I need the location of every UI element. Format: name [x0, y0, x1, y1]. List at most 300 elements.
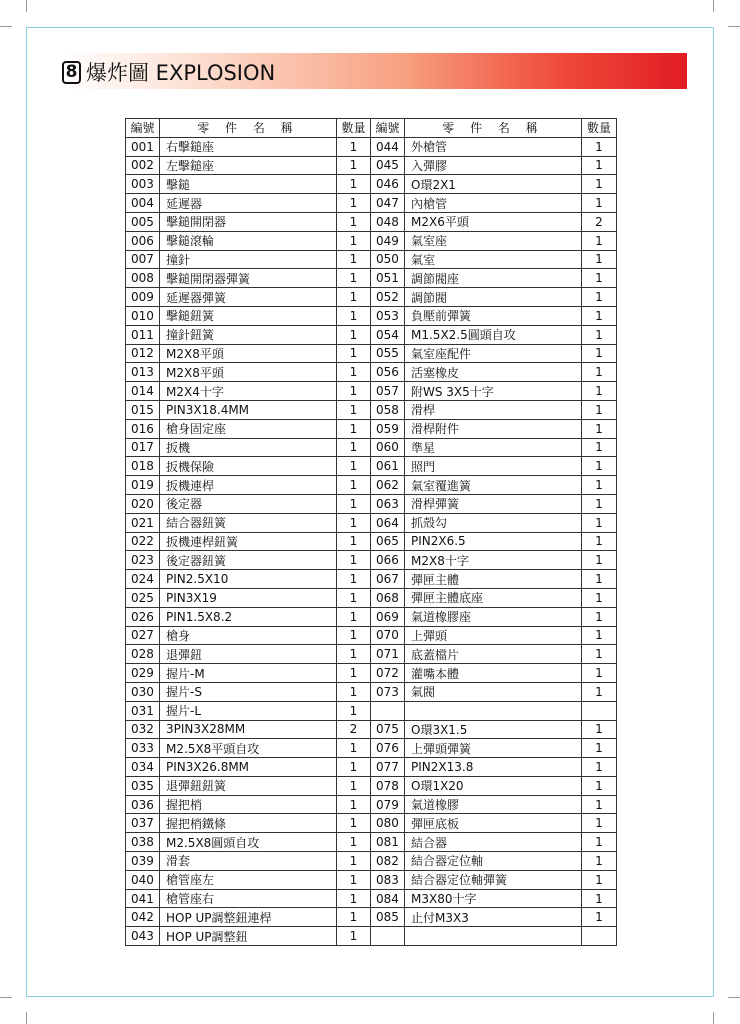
part-number-cell: 055: [371, 344, 405, 363]
part-number-cell: 035: [126, 776, 160, 795]
part-qty-cell: 1: [582, 720, 617, 739]
part-number-cell: 020: [126, 494, 160, 513]
part-qty-cell: 1: [582, 814, 617, 833]
part-name-cell: 氣室覆進簧: [405, 476, 582, 495]
part-qty-cell: 1: [337, 363, 371, 382]
part-number-cell: 023: [126, 551, 160, 570]
part-name-cell: 外槍管: [405, 137, 582, 156]
part-qty-cell: 1: [582, 382, 617, 401]
crop-mark: [728, 26, 740, 27]
part-name-cell: 扳機連桿: [160, 476, 337, 495]
part-qty-cell: 1: [337, 682, 371, 701]
part-qty-cell: 1: [337, 419, 371, 438]
part-qty-cell: 1: [582, 776, 617, 795]
part-name-cell: 滑桿: [405, 400, 582, 419]
header-qty: 數量: [337, 119, 371, 138]
part-qty-cell: 1: [582, 795, 617, 814]
part-name-cell: 活塞橡皮: [405, 363, 582, 382]
part-qty-cell: 1: [582, 532, 617, 551]
part-name-cell: 槍身: [160, 626, 337, 645]
part-name-cell: 照門: [405, 457, 582, 476]
part-number-cell: 005: [126, 212, 160, 231]
part-qty-cell: 1: [582, 325, 617, 344]
part-number-cell: 083: [371, 870, 405, 889]
part-qty-cell: 1: [337, 137, 371, 156]
part-name-cell: 調節閥座: [405, 269, 582, 288]
table-row: [126, 889, 617, 908]
part-number-cell: 026: [126, 607, 160, 626]
part-name-cell: PIN2X13.8: [405, 758, 582, 777]
part-number-cell: 072: [371, 664, 405, 683]
table-row: [126, 382, 617, 401]
part-number-cell: 022: [126, 532, 160, 551]
table-row: [126, 852, 617, 871]
table-row: [126, 363, 617, 382]
part-name-cell: 握片-L: [160, 701, 337, 720]
table-row: [126, 457, 617, 476]
part-qty-cell: 1: [337, 833, 371, 852]
table-row: [126, 588, 617, 607]
header-no: 編號: [371, 119, 405, 138]
part-qty-cell: 1: [582, 664, 617, 683]
part-name-cell: 後定器: [160, 494, 337, 513]
table-row: [126, 626, 617, 645]
part-qty-cell: 1: [582, 607, 617, 626]
part-number-cell: 002: [126, 156, 160, 175]
table-row: [126, 175, 617, 194]
part-number-cell: 044: [371, 137, 405, 156]
part-qty-cell: 1: [337, 758, 371, 777]
part-number-cell: 063: [371, 494, 405, 513]
part-name-cell: 後定器鈕簧: [160, 551, 337, 570]
part-number-cell: 010: [126, 306, 160, 325]
part-qty-cell: 1: [337, 382, 371, 401]
part-qty-cell: 1: [582, 269, 617, 288]
table-row: [126, 607, 617, 626]
part-name-cell: 延遲器: [160, 194, 337, 213]
part-name-cell: 彈匣主體: [405, 570, 582, 589]
part-qty-cell: 1: [337, 626, 371, 645]
part-name-cell: 氣室座配件: [405, 344, 582, 363]
part-qty-cell: 1: [582, 438, 617, 457]
part-qty-cell: 1: [337, 438, 371, 457]
part-number-cell: 034: [126, 758, 160, 777]
part-number-cell: 075: [371, 720, 405, 739]
part-qty-cell: 1: [582, 870, 617, 889]
part-qty-cell: 1: [337, 400, 371, 419]
part-name-cell: M3X80十字: [405, 889, 582, 908]
part-name-cell: 滑桿附件: [405, 419, 582, 438]
part-name-cell: 灌嘴本體: [405, 664, 582, 683]
part-number-cell: 028: [126, 645, 160, 664]
part-number-cell: 018: [126, 457, 160, 476]
table-row: [126, 645, 617, 664]
part-name-cell: 握把梢: [160, 795, 337, 814]
part-name-cell: 握把梢鐵條: [160, 814, 337, 833]
part-number-cell: 043: [126, 927, 160, 946]
part-name-cell: 滑桿彈簧: [405, 494, 582, 513]
part-name-cell: 入彈膠: [405, 156, 582, 175]
table-row: [126, 814, 617, 833]
part-number-cell: 025: [126, 588, 160, 607]
table-row: [126, 156, 617, 175]
part-number-cell: 036: [126, 795, 160, 814]
table-row: [126, 494, 617, 513]
part-qty-cell: 1: [337, 476, 371, 495]
section-heading: [62, 58, 275, 86]
part-name-cell: 準星: [405, 438, 582, 457]
table-row: [126, 927, 617, 946]
part-name-cell: 氣閥: [405, 682, 582, 701]
part-name-cell: M2.5X8平頭自攻: [160, 739, 337, 758]
part-number-cell: 081: [371, 833, 405, 852]
part-qty-cell: 1: [582, 852, 617, 871]
part-name-cell: 握片-S: [160, 682, 337, 701]
table-row: [126, 212, 617, 231]
table-row: [126, 438, 617, 457]
part-number-cell: 015: [126, 400, 160, 419]
part-name-cell: 結合器定位軸彈簧: [405, 870, 582, 889]
part-number-cell: 084: [371, 889, 405, 908]
part-qty-cell: 1: [582, 833, 617, 852]
part-name-cell: PIN3X19: [160, 588, 337, 607]
part-qty-cell: 1: [337, 776, 371, 795]
part-name-cell: O環1X20: [405, 776, 582, 795]
part-qty-cell: 1: [582, 250, 617, 269]
part-qty-cell: 1: [337, 927, 371, 946]
part-name-cell: 扳機連桿鈕簧: [160, 532, 337, 551]
part-number-cell: 008: [126, 269, 160, 288]
section-number-badge: 8: [62, 61, 81, 84]
part-number-cell: 056: [371, 363, 405, 382]
part-qty-cell: 1: [582, 570, 617, 589]
table-row: [126, 513, 617, 532]
section-title: 爆炸圖 EXPLOSION: [86, 61, 276, 85]
part-name-cell: M1.5X2.5圓頭自攻: [405, 325, 582, 344]
table-row: [126, 400, 617, 419]
table-row: [126, 325, 617, 344]
table-row: [126, 682, 617, 701]
crop-mark: [728, 997, 740, 998]
part-qty-cell: 1: [337, 288, 371, 307]
part-qty-cell: 1: [337, 250, 371, 269]
part-name-cell: 擊鎚: [160, 175, 337, 194]
part-name-cell: O環2X1: [405, 175, 582, 194]
table-row: [126, 194, 617, 213]
part-name-cell: 槍身固定座: [160, 419, 337, 438]
part-number-cell: 041: [126, 889, 160, 908]
part-name-cell: 滑套: [160, 852, 337, 871]
part-qty-cell: 1: [582, 419, 617, 438]
part-number-cell: 033: [126, 739, 160, 758]
part-number-cell: 054: [371, 325, 405, 344]
part-name-cell: 扳機保險: [160, 457, 337, 476]
part-name-cell: 內槍管: [405, 194, 582, 213]
part-number-cell: 024: [126, 570, 160, 589]
header-no: 編號: [126, 119, 160, 138]
part-name-cell: 撞針鈕簧: [160, 325, 337, 344]
part-number-cell: 076: [371, 739, 405, 758]
part-number-cell: 009: [126, 288, 160, 307]
part-name-cell: 槍管座左: [160, 870, 337, 889]
crop-mark: [713, 1012, 714, 1024]
part-qty-cell: 1: [582, 645, 617, 664]
part-number-cell: 004: [126, 194, 160, 213]
part-qty-cell: 1: [337, 551, 371, 570]
part-number-cell: 053: [371, 306, 405, 325]
part-qty-cell: 1: [337, 325, 371, 344]
part-number-cell: 071: [371, 645, 405, 664]
part-name-cell: M2X6平頭: [405, 212, 582, 231]
part-qty-cell: 2: [582, 212, 617, 231]
table-row: [126, 833, 617, 852]
part-number-cell: 068: [371, 588, 405, 607]
part-name-cell: 上彈頭彈簧: [405, 739, 582, 758]
part-number-cell: 016: [126, 419, 160, 438]
table-row: [126, 231, 617, 250]
part-name-cell: 右擊鎚座: [160, 137, 337, 156]
part-number-cell: 051: [371, 269, 405, 288]
crop-mark: [0, 997, 12, 998]
part-qty-cell: 1: [582, 739, 617, 758]
part-number-cell: 003: [126, 175, 160, 194]
header-name: 零 件 名 稱: [405, 119, 582, 138]
part-qty-cell: 1: [582, 908, 617, 927]
part-name-cell: 彈匣主體底座: [405, 588, 582, 607]
part-name-cell: 握片-M: [160, 664, 337, 683]
part-name-cell: 抓殼勾: [405, 513, 582, 532]
part-qty-cell: 1: [582, 513, 617, 532]
part-number-cell: 027: [126, 626, 160, 645]
part-name-cell: 氣室座: [405, 231, 582, 250]
part-name-cell: 調節閥: [405, 288, 582, 307]
table-row: [126, 739, 617, 758]
table-row: [126, 137, 617, 156]
part-qty-cell: 1: [582, 494, 617, 513]
part-number-cell: 011: [126, 325, 160, 344]
table-row: [126, 344, 617, 363]
part-name-cell: O環3X1.5: [405, 720, 582, 739]
part-name-cell: 上彈頭: [405, 626, 582, 645]
part-qty-cell: 1: [582, 175, 617, 194]
part-name-cell: 底蓋檔片: [405, 645, 582, 664]
part-number-cell: 032: [126, 720, 160, 739]
part-number-cell: 049: [371, 231, 405, 250]
part-name-cell: 結合器定位軸: [405, 852, 582, 871]
part-qty-cell: 1: [582, 626, 617, 645]
part-number-cell: 069: [371, 607, 405, 626]
part-number-cell: 031: [126, 701, 160, 720]
header-name: 零 件 名 稱: [160, 119, 337, 138]
part-qty-cell: 1: [337, 795, 371, 814]
part-name-cell: 結合器鈕簧: [160, 513, 337, 532]
part-name-cell: 負壓前彈簧: [405, 306, 582, 325]
part-qty-cell: 1: [337, 344, 371, 363]
part-qty-cell: 1: [337, 457, 371, 476]
table-row: [126, 250, 617, 269]
part-number-cell: 040: [126, 870, 160, 889]
part-number-cell: 059: [371, 419, 405, 438]
part-qty-cell: 1: [337, 739, 371, 758]
table-row: [126, 870, 617, 889]
part-qty-cell: 1: [337, 852, 371, 871]
part-name-cell: 撞針: [160, 250, 337, 269]
part-name-cell: 退彈鈕: [160, 645, 337, 664]
table-row: [126, 664, 617, 683]
part-qty-cell: 1: [337, 701, 371, 720]
part-number-cell: 062: [371, 476, 405, 495]
crop-mark: [26, 0, 27, 12]
part-name-cell: 延遲器彈簧: [160, 288, 337, 307]
part-name-cell: 止付M3X3: [405, 908, 582, 927]
part-qty-cell: 1: [582, 889, 617, 908]
part-name-cell: M2X4十字: [160, 382, 337, 401]
part-qty-cell: 1: [337, 175, 371, 194]
part-qty-cell: 1: [337, 570, 371, 589]
part-qty-cell: 1: [337, 306, 371, 325]
part-number-cell: 050: [371, 250, 405, 269]
part-number-cell: 058: [371, 400, 405, 419]
part-number-cell: 061: [371, 457, 405, 476]
part-name-cell: 氣室: [405, 250, 582, 269]
part-name-cell: 擊鎚鈕簧: [160, 306, 337, 325]
part-number-cell: 001: [126, 137, 160, 156]
crop-mark: [713, 0, 714, 12]
part-number-cell: 042: [126, 908, 160, 927]
part-number-cell: 030: [126, 682, 160, 701]
part-qty-cell: 1: [337, 494, 371, 513]
part-qty-cell: 1: [582, 344, 617, 363]
part-number-cell: 070: [371, 626, 405, 645]
part-name-cell: 擊鎚開閉器彈簧: [160, 269, 337, 288]
part-number-cell: 006: [126, 231, 160, 250]
parts-table: [125, 118, 617, 946]
part-number-cell: 052: [371, 288, 405, 307]
part-qty-cell: 1: [582, 194, 617, 213]
part-number-cell: [371, 927, 405, 946]
part-qty-cell: 1: [582, 231, 617, 250]
part-qty-cell: 1: [582, 476, 617, 495]
part-number-cell: 073: [371, 682, 405, 701]
part-number-cell: 017: [126, 438, 160, 457]
part-qty-cell: 1: [582, 288, 617, 307]
part-qty-cell: 1: [582, 588, 617, 607]
table-header-row: [126, 119, 617, 138]
part-qty-cell: 1: [337, 231, 371, 250]
header-qty: 數量: [582, 119, 617, 138]
part-name-cell: M2X8平頭: [160, 344, 337, 363]
part-number-cell: 080: [371, 814, 405, 833]
part-number-cell: 060: [371, 438, 405, 457]
part-qty-cell: 1: [337, 645, 371, 664]
part-number-cell: 078: [371, 776, 405, 795]
part-qty-cell: 1: [582, 551, 617, 570]
part-number-cell: 029: [126, 664, 160, 683]
table-row: [126, 908, 617, 927]
part-name-cell: PIN2X6.5: [405, 532, 582, 551]
part-number-cell: 007: [126, 250, 160, 269]
part-name-cell: [405, 701, 582, 720]
part-number-cell: 013: [126, 363, 160, 382]
table-row: [126, 269, 617, 288]
part-number-cell: 067: [371, 570, 405, 589]
crop-mark: [0, 26, 12, 27]
table-row: [126, 758, 617, 777]
part-name-cell: HOP UP調整鈕: [160, 927, 337, 946]
part-qty-cell: 1: [582, 400, 617, 419]
table-row: [126, 306, 617, 325]
part-name-cell: 氣道橡膠座: [405, 607, 582, 626]
part-number-cell: 082: [371, 852, 405, 871]
part-name-cell: PIN3X18.4MM: [160, 400, 337, 419]
part-qty-cell: [582, 701, 617, 720]
part-number-cell: [371, 701, 405, 720]
part-qty-cell: 1: [337, 889, 371, 908]
table-row: [126, 532, 617, 551]
part-number-cell: 064: [371, 513, 405, 532]
parts-table-body: [126, 137, 617, 945]
part-number-cell: 077: [371, 758, 405, 777]
part-qty-cell: 1: [337, 908, 371, 927]
part-number-cell: 079: [371, 795, 405, 814]
part-name-cell: PIN3X26.8MM: [160, 758, 337, 777]
part-name-cell: PIN2.5X10: [160, 570, 337, 589]
part-number-cell: 039: [126, 852, 160, 871]
part-number-cell: 057: [371, 382, 405, 401]
part-number-cell: 048: [371, 212, 405, 231]
part-number-cell: 012: [126, 344, 160, 363]
part-qty-cell: 1: [337, 532, 371, 551]
part-number-cell: 019: [126, 476, 160, 495]
part-number-cell: 047: [371, 194, 405, 213]
part-name-cell: M2X8十字: [405, 551, 582, 570]
part-name-cell: 附WS 3X5十字: [405, 382, 582, 401]
part-qty-cell: 1: [582, 758, 617, 777]
crop-mark: [26, 1012, 27, 1024]
table-row: [126, 701, 617, 720]
part-qty-cell: 1: [337, 513, 371, 532]
part-qty-cell: 2: [337, 720, 371, 739]
part-name-cell: 3PIN3X28MM: [160, 720, 337, 739]
part-name-cell: PIN1.5X8.2: [160, 607, 337, 626]
part-qty-cell: 1: [337, 269, 371, 288]
part-number-cell: 038: [126, 833, 160, 852]
part-qty-cell: 1: [582, 682, 617, 701]
part-name-cell: 彈匣底板: [405, 814, 582, 833]
part-name-cell: [405, 927, 582, 946]
part-qty-cell: 1: [337, 664, 371, 683]
part-number-cell: 046: [371, 175, 405, 194]
part-name-cell: 扳機: [160, 438, 337, 457]
part-number-cell: 065: [371, 532, 405, 551]
part-qty-cell: 1: [337, 156, 371, 175]
part-name-cell: 左擊鎚座: [160, 156, 337, 175]
part-qty-cell: 1: [337, 607, 371, 626]
part-number-cell: 045: [371, 156, 405, 175]
part-qty-cell: 1: [582, 457, 617, 476]
part-qty-cell: 1: [582, 363, 617, 382]
part-name-cell: 擊鎚滾輪: [160, 231, 337, 250]
part-qty-cell: 1: [582, 306, 617, 325]
table-row: [126, 570, 617, 589]
part-name-cell: M2X8平頭: [160, 363, 337, 382]
table-row: [126, 795, 617, 814]
part-qty-cell: [582, 927, 617, 946]
table-row: [126, 288, 617, 307]
part-qty-cell: 1: [337, 194, 371, 213]
part-number-cell: 037: [126, 814, 160, 833]
part-qty-cell: 1: [337, 588, 371, 607]
